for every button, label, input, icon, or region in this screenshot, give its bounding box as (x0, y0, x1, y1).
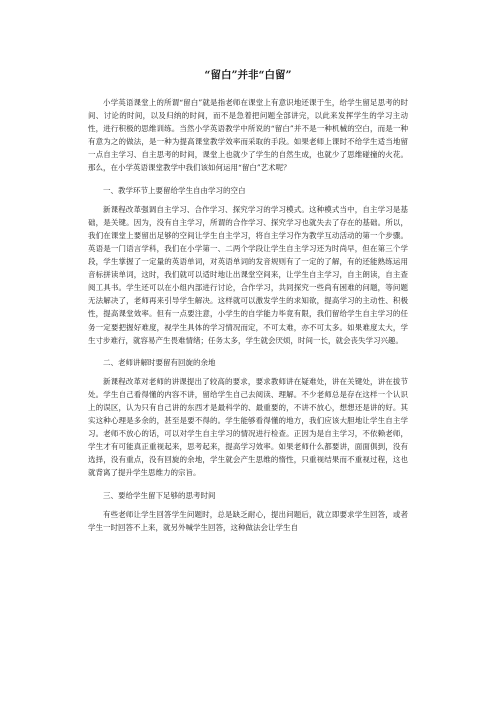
section-3-paragraph: 有些老师让学生回答学生问题时，总是缺乏耐心，提出问题后，就立即要求学生回答，或者学生一时回答不上来，就另外喊学生回答，这种做法会让学生自 (88, 509, 408, 532)
section-2-paragraph: 新课程改革对老师的讲课提出了较高的要求，要求教师讲在疑难处，讲在关键处，讲在拔节处。学生自己看得懂的内容不讲，留给学生自己去阅读、理解。不少老师总是存在这样一个认识上的误区，认为只有自己讲的东西才是最科学的、最重要的，不讲不放心，想想还是讲的好。其实这种心理是多余的，甚至是要不得的。学生能够看得懂的地方，我们应该大胆地让学生自主学习。老师不放心的话，可以对学生自主学习的情况进行检查。正因为是自主学习，不依赖老师，学生才有可能真正重视起来，思考起来，提高学习效率。如果老师什么都要讲，面面俱到，没有选择，没有重点，没有回旋的余地，学生就会产生思维的惰性，只重视结果而不重视过程，这也就背离了提升学生思维力的宗旨。 (88, 376, 408, 478)
intro-paragraph: 小学英语课堂上的所谓“留白”就是指老师在课堂上有意识地还课于生，给学生留足思考的时间、讨论的时间，以及归纳的时间，而不是急着把问题全部讲完，以此来发挥学生的学习主动性，进行积极的思维训练。当然小学英语教学中所说的“留白”并不是一种机械的空白，而是一种有意为之的做法，是一种为提高课堂教学效率而采取的手段。如果老师上课时不给学生适当地留一点自主学习、自主思考的时间，课堂上也就少了学生的自然生成，也就少了思维碰撞的火花。那么，在小学英语课堂教学中我们该如何运用“留白”艺术呢？ (88, 98, 408, 173)
article-body (88, 96, 408, 534)
section-1-heading: 一、教学环节上要留给学生自由学习的空白 (103, 185, 246, 195)
section-1-paragraph: 新课程改革强调自主学习、合作学习、探究学习的学习模式。这种模式当中，自主学习是基础，是关键。因为，没有自主学习，所谓的合作学习、探究学习也就失去了存在的基础。所以，我们在课堂上要留出足够的空间让学生自主学习，将自主学习作为教学互动活动的第一个步骤。英语是一门语言学科，我们在小学第一、二两个学段让学生自主学习还为时尚早，但在第三个学段，学生掌握了一定量的英语单词，对英语单词的发音规则有了一定的了解，有的还能熟练运用音标拼读单词，这时，我们就可以适时地让出课堂空间来，让学生自主学习，自主朗读，自主查阅工具书。学生还可以在小组内部进行讨论，合作学习，共同探究一些尚有困难的问题，等问题无法解决了，老师再来引导学生解决。这样就可以激发学生的求知欲，提高学习的主动性、积极性，提高课堂效率。但有一点要注意，小学生的自学能力毕竟有限，我们留给学生自主学习的任务一定要把握好难度，视学生具体的学习情况而定，不可太难，亦不可太多。如果难度太大，学生寸步难行，就容易产生畏难情绪；任务太多，学生就会厌烦，时间一长，就会丧失学习兴趣。 (88, 204, 408, 345)
section-2-heading: 二、老师讲解时要留有回旋的余地 (103, 357, 216, 367)
article-title: “留白”并非“白留” (204, 69, 292, 81)
section-3-heading: 三、要给学生留下足够的思考时间 (103, 490, 216, 500)
